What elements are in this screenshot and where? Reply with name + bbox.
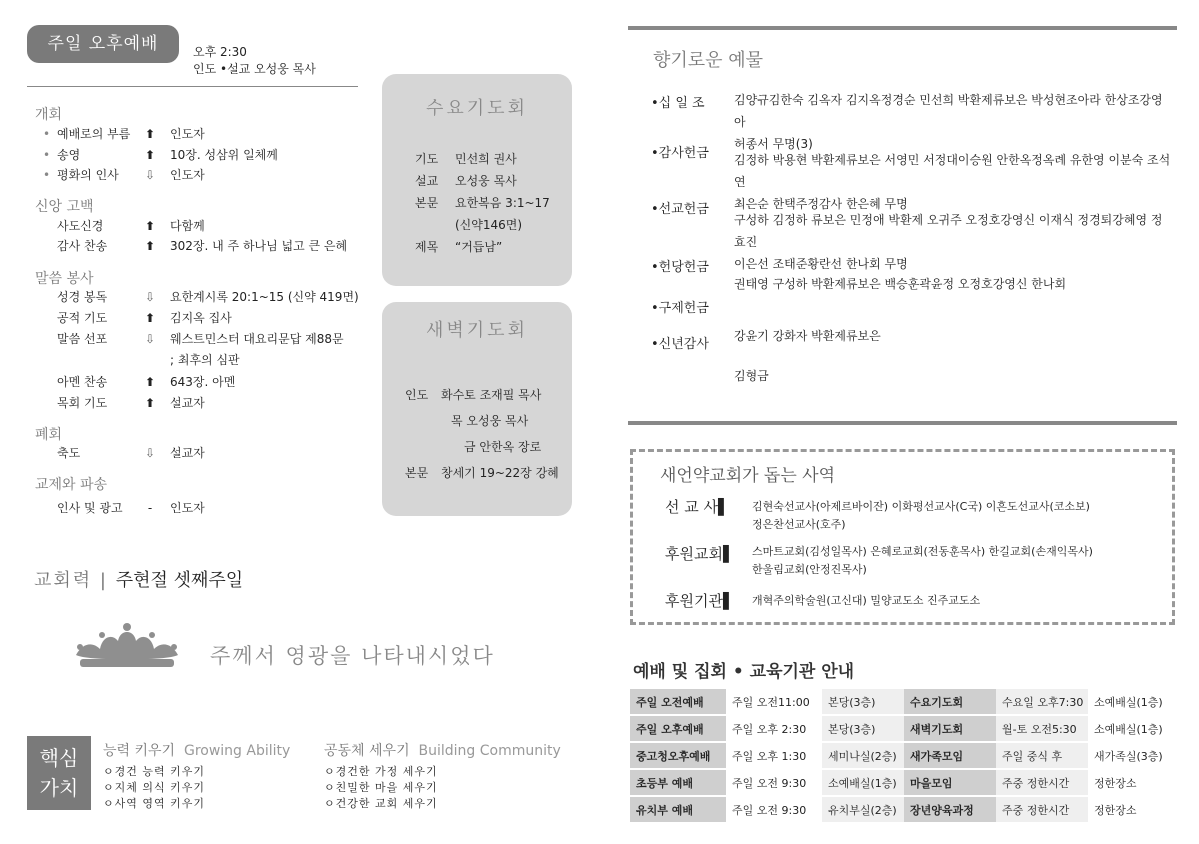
table-row: 유치부 예배 주일 오전 9:30 유치부실(2층) 장년양육과정 주중 정한시간 정한장소 [630,797,1178,822]
order-row: 성경 봉독 ⇩ 요한계시록 20:1~15 (신약 419면) [57,287,107,307]
dawn-box [382,302,572,516]
table-row: 중고청오후예배 주일 오후 1:30 세미나실(2층) 새가족모임 주일 중식 후 새가족실(3층) [630,743,1178,768]
offering-category: •감사헌금 [651,146,709,161]
order-row: 아멘 찬송 ⬆ 643장. 아멘 [57,372,107,392]
service-time-block [193,44,316,78]
table-row: 주일 오후예배 주일 오후 2:30 본당(3층) 새벽기도회 월-토 오전5:30 소예배실(1층) [630,716,1178,741]
offering-names: 김양규김한숙 김옥자 김지옥정경순 민선희 박환제류보은 박성현조아라 한상조강영아 허종서 무명(3) [734,93,1163,151]
arrow-down-icon: ⇩ [144,332,156,346]
ministry-label: 후원교회▌ [665,545,735,563]
offering-names: 구성하 김정하 류보은 민정애 박환제 오귀주 오정호강영신 이재식 정경퇴강혜영 정효진 이은선 조태준황란선 한나회 무명 [734,213,1163,271]
arrow-up-icon: ⬆ [144,396,156,410]
order-row: 말씀 선포 ⇩ 웨스트민스터 대요리문답 제88문 [57,329,107,349]
service-leader: 인도 •설교 오성웅 목사 [193,62,316,76]
wednesday-title: 수요기도회 [426,98,528,119]
service-divider [27,86,358,87]
wednesday-row: 본문 요한복음 3:1~17 [415,196,550,210]
arrow-up-icon: ⬆ [144,219,156,233]
offering-bottom-rule [628,421,1177,425]
arrow-up-icon: ⬆ [144,311,156,325]
order-row: 축도 ⇩ 설교자 [57,443,80,463]
ministry-label: 선 교 사▌ [665,498,730,516]
order-row: • 예배로의 부름 ⬆ 인도자 [43,124,130,144]
dawn-row: 인도 화수토 조재필 목사 [405,388,542,402]
wednesday-row: 제목 “거듭남” [415,240,503,254]
guide-table [630,687,1178,824]
offering-category: •신년감사 [651,337,709,352]
core-group: 능력 키우기 Growing Ability ㅇ경건 능력 키우기 ㅇ지체 의식 키우기 ㅇ사역 영역 키우기 [103,743,291,810]
crown-icon [72,621,182,669]
calendar-sunday: 주현절 셋째주일 [115,570,244,591]
offering-category: •선교헌금 [651,202,709,217]
offering-category: •헌당헌금 [651,260,709,275]
week-motto: 주께서 영광을 나타내시었다 [210,644,495,668]
offering-category: •십 일 조 [651,96,705,111]
ministry-text: 김현숙선교사(아제르바이잔) 이화평선교사(C국) 이흔도선교사(코소보) 정은찬선교사(호주) [752,500,1090,531]
section-heading: 개회 [35,107,63,123]
arrow-up-icon: ⬆ [144,239,156,253]
ministry-label: 후원기관▌ [665,592,735,610]
guide-title: 예배 및 집회 • 교육기관 안내 [633,662,855,682]
table-row: 주일 오전예배 주일 오전11:00 본당(3층) 수요기도회 수요일 오후7:30 소예배실(1층) [630,689,1178,714]
offering-names: 김정하 박용현 박환제류보은 서영민 서정대이승원 안한옥정옥례 유한영 이분숙 조석연 최은순 한택주정감사 한은혜 무명 [734,153,1171,211]
ministry-text: 스마트교회(김성일목사) 은혜로교회(전동훈목사) 한길교회(손재익목사) 한울림교회(안정진목사) [752,545,1093,576]
service-time: 오후 2:30 [193,45,247,59]
order-row: 사도신경 ⬆ 다함께 [57,216,103,236]
arrow-up-icon: ⬆ [144,375,156,389]
offering-names: 김형금 [734,369,769,383]
table-row: 초등부 예배 주일 오전 9:30 소예배실(1층) 마을모임 주중 정한시간 정한장소 [630,770,1178,795]
dawn-row: 목 오성웅 목사 [451,414,529,428]
core-group: 공동체 세우기 Building Community ㅇ경건한 가정 세우기 ㅇ친밀한 마을 세우기 ㅇ건강한 교회 세우기 [324,743,561,810]
wednesday-row: (신약146면) [455,218,523,232]
ministry-text: 개혁주의학술원(고신대) 밀양교도소 진주교도소 [752,594,981,607]
section-heading: 폐회 [35,427,63,443]
wednesday-row: 기도 민선희 권사 [415,152,517,166]
order-row: 공적 기도 ⬆ 김지옥 집사 [57,308,107,328]
offerings-title: 향기로운 예물 [653,50,764,71]
order-row: 감사 찬송 ⬆ 302장. 내 주 하나님 넓고 큰 은혜 [57,236,107,256]
core-values-badge: 핵심 가치 [27,736,91,810]
arrow-up-icon: ⬆ [144,148,156,162]
ministries-title: 새언약교회가 돕는 사역 [660,466,836,486]
section-heading: 말씀 봉사 [35,271,94,287]
arrow-down-icon: ⇩ [144,290,156,304]
order-row: 목회 기도 ⬆ 설교자 [57,393,107,413]
order-row: • 평화의 인사 ⇩ 인도자 [43,165,119,185]
arrow-down-icon: ⇩ [144,168,156,182]
arrow-down-icon: ⇩ [144,446,156,460]
order-row: • 송영 ⬆ 10장. 성삼위 일체께 [43,145,80,165]
arrow-up-icon: ⬆ [144,127,156,141]
dawn-title: 새벽기도회 [426,320,528,341]
offering-names: 강윤기 강화자 박환제류보은 [734,329,881,343]
section-heading: 신앙 고백 [35,199,94,215]
offering-category: •구제헌금 [651,301,709,316]
dash-marker: - [147,501,153,515]
order-row: 인사 및 광고 - 인도자 [57,498,123,518]
wednesday-box [382,74,572,286]
offering-names: 권태영 구성하 박환제류보은 백승훈곽윤정 오정호강영신 한나회 [734,277,1067,291]
dawn-row: 금 안한옥 장로 [464,440,542,454]
church-calendar: 교회력 | 주현절 셋째주일 [34,570,244,591]
dawn-row: 본문 창세기 19~22장 강혜 [405,466,559,480]
offering-top-rule [628,26,1177,30]
section-heading: 교제와 파송 [35,477,108,493]
wednesday-row: 설교 오성웅 목사 [415,174,517,188]
service-title: 주일 오후예배 [27,25,179,63]
